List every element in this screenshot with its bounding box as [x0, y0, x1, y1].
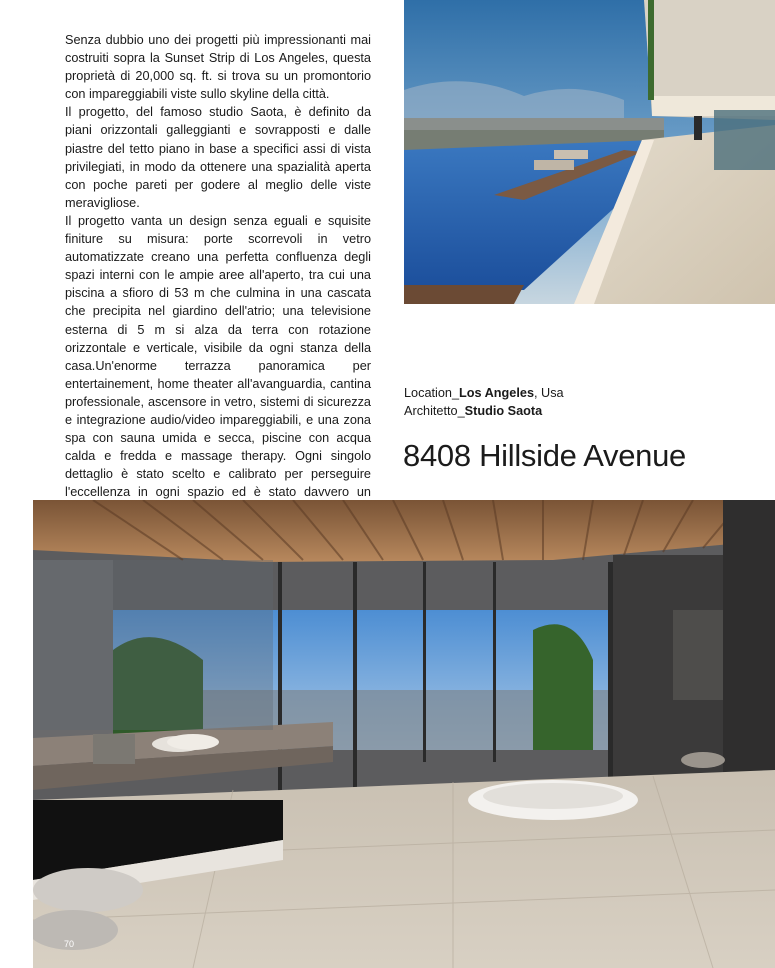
- architect-line: [404, 402, 564, 420]
- location-suffix: , Usa: [534, 386, 564, 400]
- architect-value: Studio Saota: [464, 404, 543, 418]
- article-body: [65, 31, 371, 538]
- article-paragraph-3: Il progetto vanta un design senza eguali e squisite finiture su misura: porte scorrevoli in vetro automatizzate creano una perfetta confluenza degli spazi interni con le ampie aree all'aperto, tra cui una piscina a sfioro di 53 m che culmina in una cascata che precipita nel giardino dell'atrio; una televisione esterna di 5 m si alza da terra con rotazione orizzontale e verticale, visibile da ogni stanza della casa.Un'enorme terrazza panoramica per entertainement, home theater all'avanguardia, cantina professionale, ascensore in vetro, sistemi di sicurezza e integrazione audio/video impareggiabili, e una zona spa con sauna umida e secca, piscine con acqua calda e fredda e massage therapy. Ogni singolo dettaglio è stato scelto e calibrato per perseguire l'eccellenza in ogni spazio ed è stato davvero un: [65, 213, 371, 500]
- location-value: Los Angeles: [459, 386, 534, 400]
- article-paragraph-1: Senza dubbio uno dei progetti più impressionanti mai costruiti sopra la Sunset Strip di Los Angeles, questa proprietà di 20,000 sq. ft. si trova su un promontorio con impareggiabili viste sullo skyline della città.: [65, 33, 371, 102]
- location-label: Location_: [404, 386, 460, 400]
- location-line: [404, 384, 564, 402]
- architect-label: Architetto_: [404, 404, 465, 418]
- bathroom-photo: [33, 500, 775, 968]
- page-number: 70: [64, 939, 75, 949]
- project-credits: [404, 384, 564, 420]
- article-paragraph-2: Il progetto, del famoso studio Saota, è definito da piani orizzontali galleggianti e sovrapposti e dalle piastre del tetto piano in base a specifici assi di vista privilegiati, in modo da ottenere una spazialità aperta con poche pareti per godere al meglio delle viste meravigliose.: [65, 105, 371, 210]
- pool-terrace-photo: [404, 0, 775, 304]
- project-title: 8408 Hillside Avenue: [403, 438, 686, 473]
